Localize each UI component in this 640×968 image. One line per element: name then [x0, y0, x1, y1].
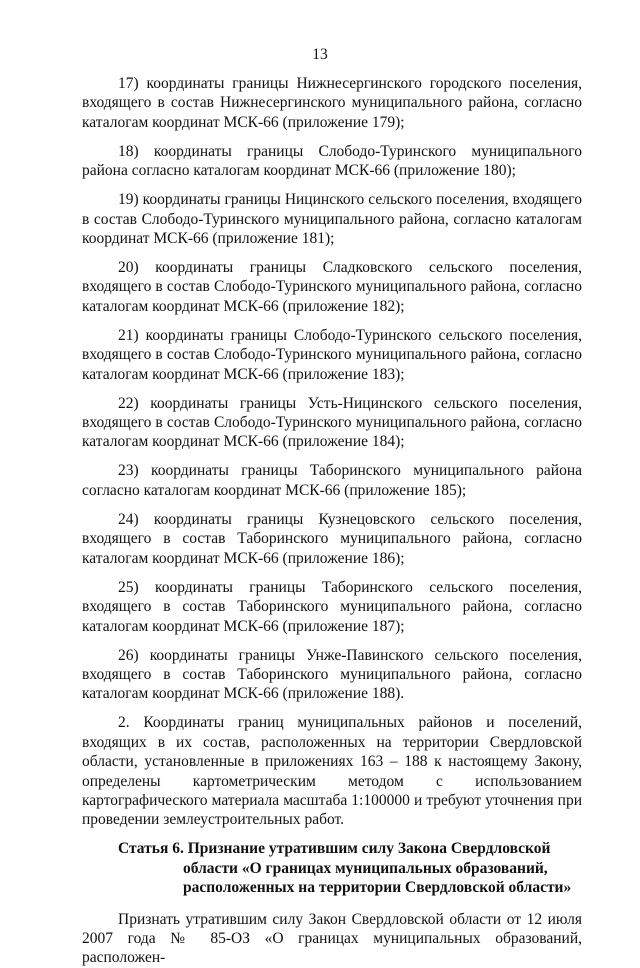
article-paragraph: Признать утратившим силу Закон Свердловской области от 12 июля 2007 года № 85-ОЗ «О границах муниципальных образований, расположен-: [82, 910, 582, 967]
list-item: 21) координаты границы Слободо-Туринского сельского поселения, входящего в состав Слободо-Туринского муниципального района, согласно каталогам координат МСК-66 (приложение 183);: [82, 326, 582, 383]
article-heading-line: области «О границах муниципальных образований,: [183, 859, 548, 877]
list-item: 22) координаты границы Усть-Ницинского сельского поселения, входящего в состав Слободо-Туринского муниципального района, согласно каталогам координат МСК-66 (приложение 184);: [82, 394, 582, 451]
document-body: [82, 74, 582, 968]
page-number: 13: [312, 46, 328, 63]
list-item: 26) координаты границы Унже-Павинского сельского поселения, входящего в состав Таборинского муниципального района, согласно каталогам координат МСК-66 (приложение 188).: [82, 646, 582, 703]
list-item: 18) координаты границы Слободо-Туринского муниципального района согласно каталогам координат МСК-66 (приложение 180);: [82, 142, 582, 180]
clause-paragraph: 2. Координаты границ муниципальных районов и поселений, входящих в их состав, расположенных на территории Свердловской области, установленные в приложениях 163 – 188 к настоящему Закону, определены картометрическим методом с использованием картографического материала масштаба 1:100000 и требуют уточнения при проведении землеустроительных работ.: [82, 714, 582, 829]
article-heading: [82, 839, 582, 897]
list-item: 17) координаты границы Нижнесергинского городского поселения, входящего в состав Нижнесергинского муниципального района, согласно каталогам координат МСК-66 (приложение 179);: [82, 75, 582, 131]
list-item: 24) координаты границы Кузнецовского сельского поселения, входящего в состав Таборинского муниципального района, согласно каталогам координат МСК-66 (приложение 186);: [82, 510, 582, 567]
list-item: 25) координаты границы Таборинского сельского поселения, входящего в состав Таборинского муниципального района, согласно каталогам координат МСК-66 (приложение 187);: [82, 578, 582, 635]
article-heading-line: расположенных на территории Свердловской области»: [183, 879, 572, 897]
list-item: 23) координаты границы Таборинского муниципального района согласно каталогам координат МСК-66 (приложение 185);: [82, 462, 582, 499]
list-item: 20) координаты границы Сладковского сельского поселения, входящего в состав Слободо-Туринского муниципального района, согласно каталогам координат МСК-66 (приложение 182);: [82, 259, 582, 315]
article-heading-line: Статья 6. Признание утратившим силу Закона Свердловской: [118, 840, 551, 858]
list-item: 19) координаты границы Ницинского сельского поселения, входящего в состав Слободо-Туринского муниципального района, согласно каталогам координат МСК-66 (приложение 181);: [82, 191, 582, 248]
